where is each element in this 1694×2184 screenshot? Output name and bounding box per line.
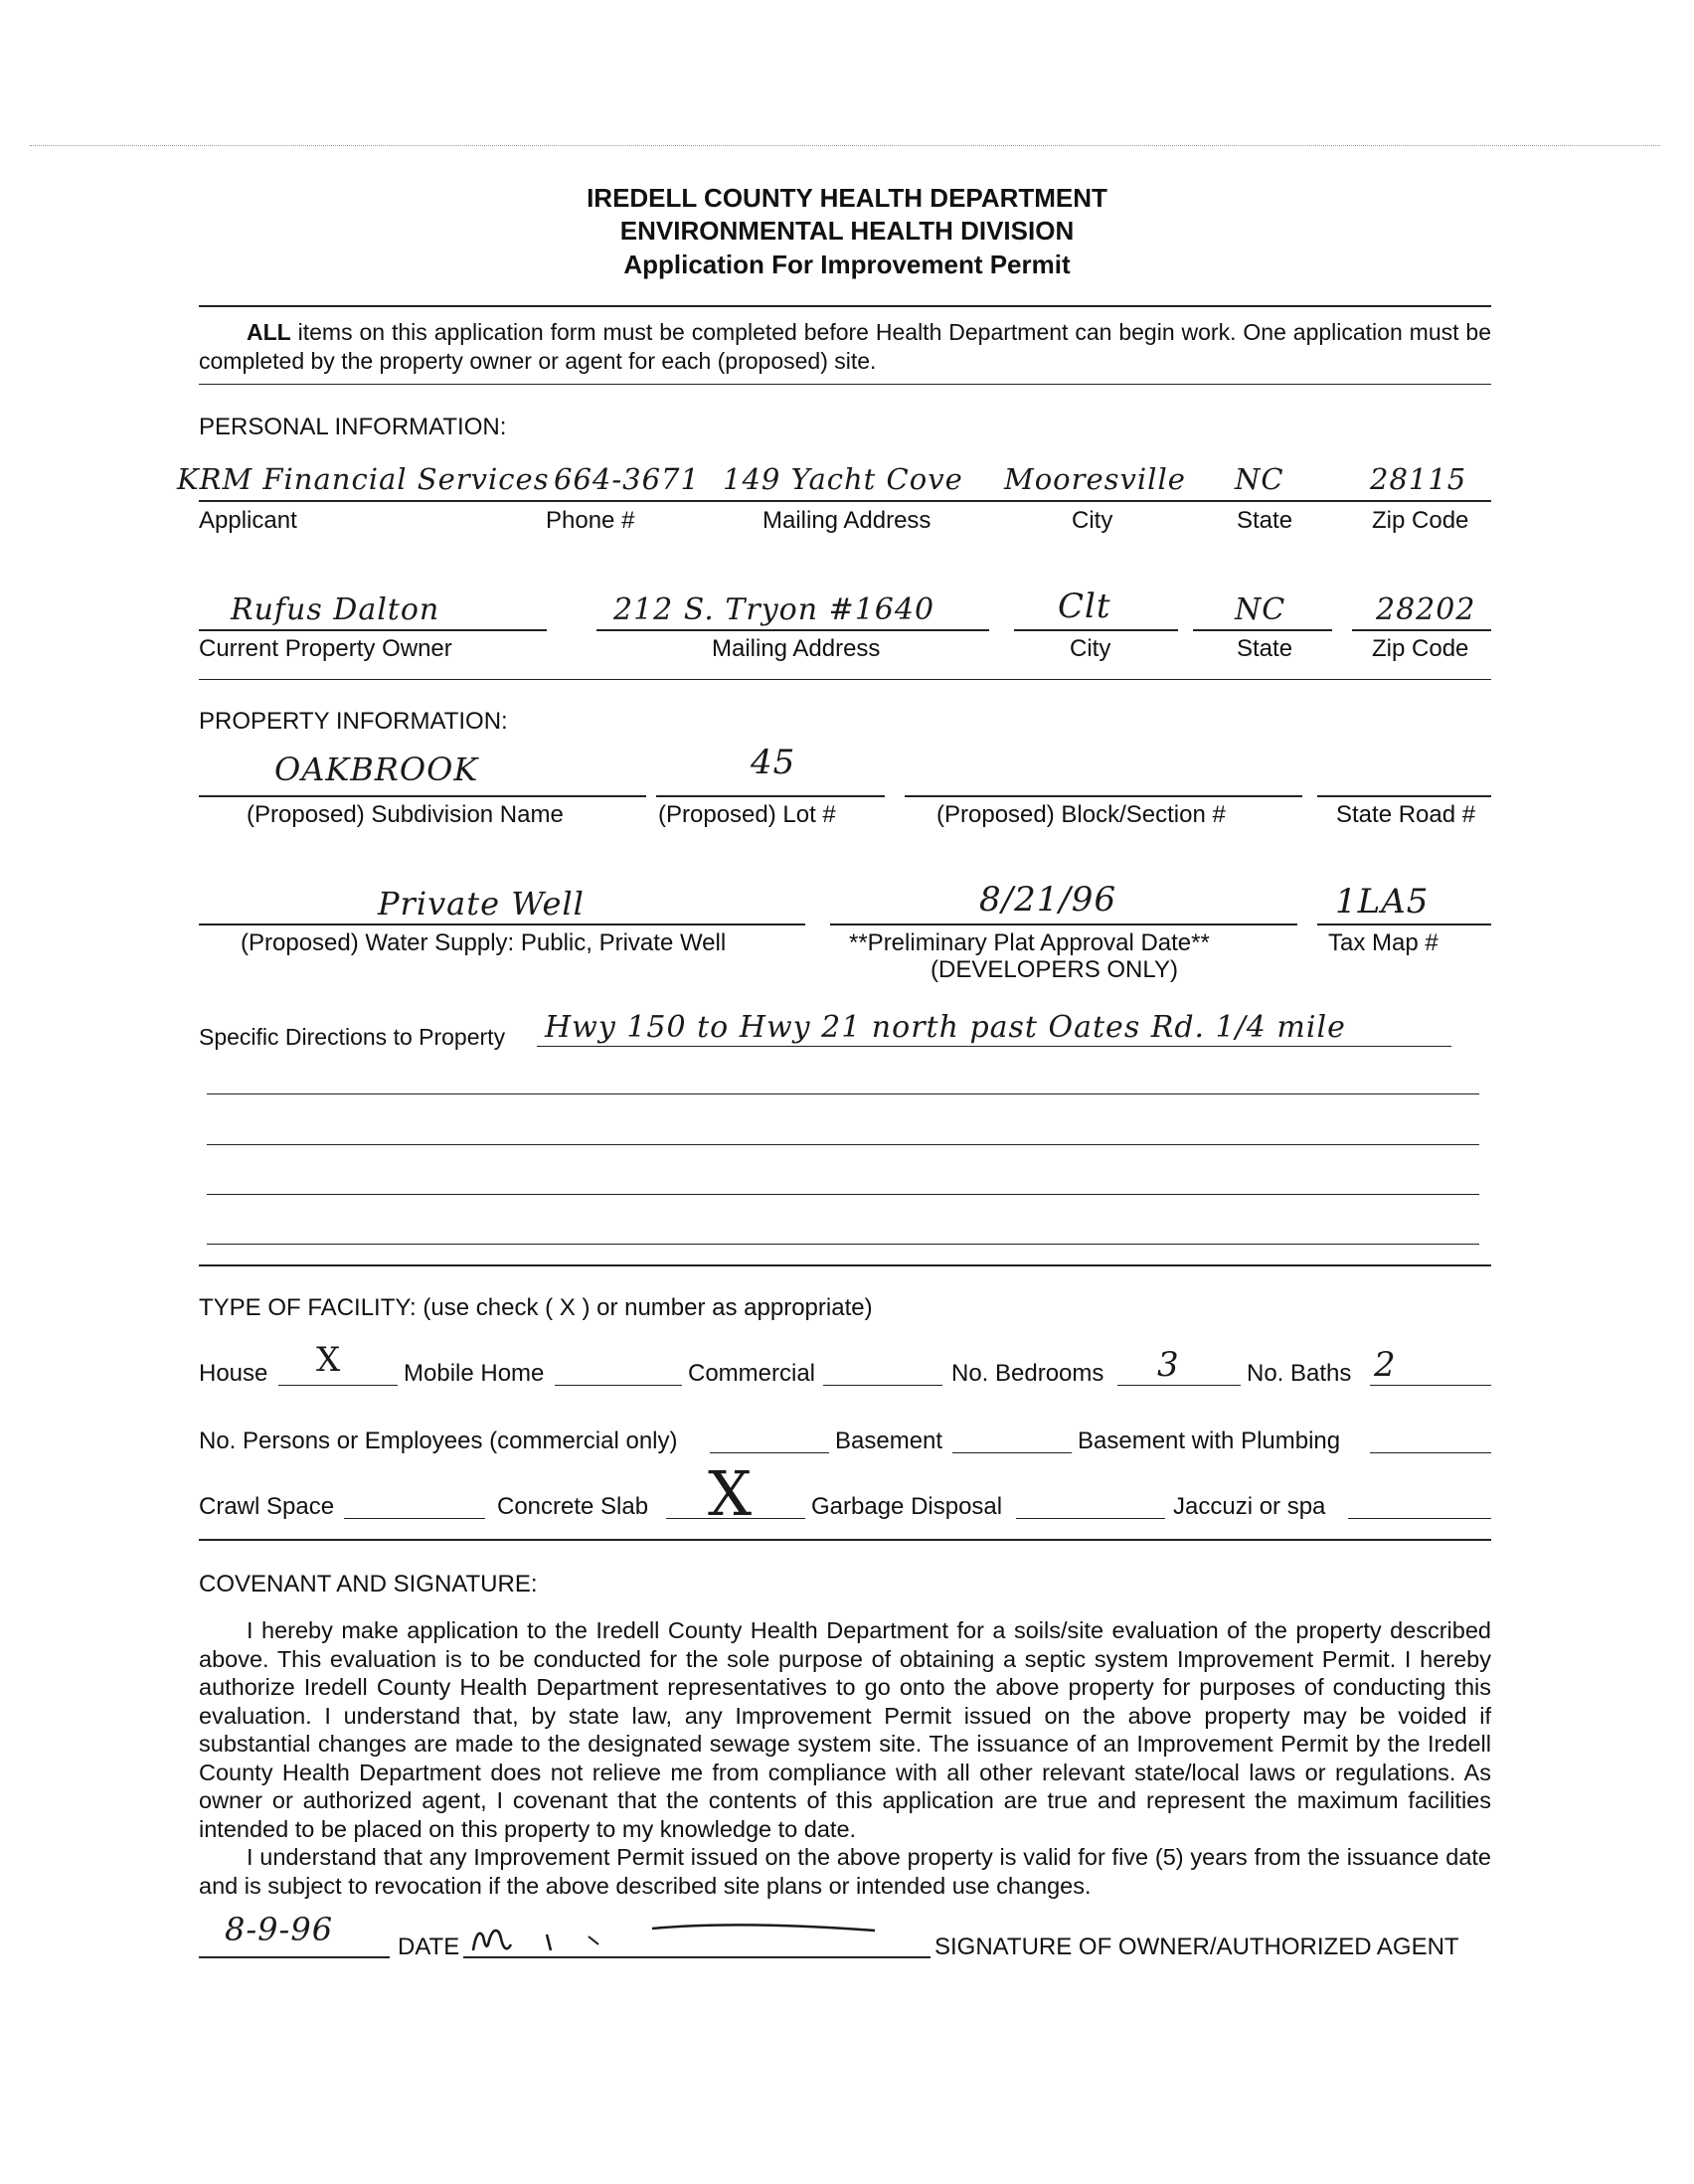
signature-label: SIGNATURE OF OWNER/AUTHORIZED AGENT [934,1933,1459,1960]
house-label: House [199,1360,268,1387]
jacuzzi-blank [1348,1518,1491,1519]
water-value: Private Well [378,885,585,923]
basement-plumbing-blank [1370,1452,1491,1453]
date-value: 8-9-96 [225,1911,334,1948]
directions-line-3 [207,1144,1479,1145]
block-label: (Proposed) Block/Section # [936,801,1226,828]
baths-value: 2 [1374,1345,1397,1385]
jacuzzi-label: Jaccuzi or spa [1173,1493,1326,1520]
persons-label: No. Persons or Employees (commercial only) [199,1428,678,1454]
owner-underline-name [199,629,547,631]
header-line-1: IREDELL COUNTY HEALTH DEPARTMENT [587,183,1107,213]
garbage-blank [1016,1518,1165,1519]
road-label: State Road # [1336,801,1476,828]
scan-artifact-line [30,145,1660,146]
intro-rule [199,384,1491,385]
persons-blank [710,1452,829,1453]
plat-sublabel: (DEVELOPERS ONLY) [931,956,1178,983]
water-label: (Proposed) Water Supply: Public, Private Well [241,929,727,956]
personal-section-rule [199,679,1491,680]
facility-heading: TYPE OF FACILITY: (use check ( X ) or number as appropriate) [199,1294,873,1321]
basement-label: Basement [835,1428,943,1454]
mobile-label: Mobile Home [404,1360,545,1387]
lot-label: (Proposed) Lot # [658,801,836,828]
applicant-label: Applicant [199,507,297,534]
owner-state-value: NC [1235,592,1286,627]
covenant-paragraph-1: I hereby make application to the Iredell County Health Department for a soils/site evaluation of the property described above. This evaluation is to be conducted for the sole purpose of obtaining a septic system Improvement Permit. I hereby authorize Iredell County Health Department representatives to go onto the above property for purposes of conducting this evaluation. I understand that, by state law, any Improvement Permit issued on the above property may be voided if substantial changes are made to the designated sewage system site. The issuance of an Improvement Permit by the Iredell County Health Department does not relieve me from compliance with all other relevant state/local laws or regulations. As owner or authorized agent, I covenant that the contents of this application are true and represent the maximum facilities intended to be placed on this property to my knowledge to date. [199,1617,1491,1842]
slab-blank [666,1518,805,1519]
covenant-paragraph-2: I understand that any Improvement Permit issued on the above property is valid for five (5) years from the issuance date and is subject to revocation if the above described site plans or intended use changes. [199,1844,1491,1899]
phone-label: Phone # [546,507,635,534]
signature-scrawl [467,1907,885,1960]
applicant-phone-value: 664-3671 [554,462,700,496]
baths-label: No. Baths [1247,1360,1352,1387]
directions-line-5 [207,1244,1479,1245]
owner-value: Rufus Dalton [231,592,440,627]
applicant-city-label: City [1072,507,1113,534]
date-underline [199,1956,390,1958]
subdivision-underline [199,795,646,797]
bedrooms-label: No. Bedrooms [951,1360,1104,1387]
house-value: X [316,1340,342,1380]
water-underline [199,924,805,925]
owner-state-label: State [1237,635,1293,662]
bedrooms-value: 3 [1157,1345,1180,1385]
basement-plumbing-label: Basement with Plumbing [1078,1428,1341,1454]
owner-city-value: Clt [1058,587,1111,626]
taxmap-value: 1LA5 [1335,882,1430,922]
directions-value: Hwy 150 to Hwy 21 north past Oates Rd. 1/4 mile [545,1010,1346,1045]
applicant-zip-value: 28115 [1370,462,1467,496]
plat-underline [830,924,1297,925]
intro-bold: ALL [247,319,291,345]
crawl-blank [344,1518,485,1519]
applicant-city-value: Mooresville [1004,462,1186,496]
intro-text: items on this application form must be completed before Health Department can begin work. One application must be completed by the property owner or agent for each (proposed) site. [199,319,1491,374]
lot-value: 45 [751,743,796,782]
crawl-label: Crawl Space [199,1493,335,1520]
owner-underline-city [1014,629,1178,631]
lot-underline [656,795,885,797]
applicant-zip-label: Zip Code [1372,507,1469,534]
property-heading: PROPERTY INFORMATION: [199,708,508,735]
owner-mailing-label: Mailing Address [712,635,881,662]
plat-label: **Preliminary Plat Approval Date** [849,929,1210,956]
owner-zip-value: 28202 [1376,592,1476,627]
header-line-2: ENVIRONMENTAL HEALTH DIVISION [619,216,1075,246]
owner-zip-label: Zip Code [1372,635,1469,662]
header-line-3: Application For Improvement Permit [623,250,1071,279]
applicant-state-value: NC [1235,462,1284,496]
intro-paragraph [199,318,1491,375]
mobile-blank [555,1385,682,1386]
facility-section-rule [199,1539,1491,1541]
owner-city-label: City [1070,635,1111,662]
road-underline [1317,795,1491,797]
plat-value: 8/21/96 [979,880,1117,920]
personal-heading: PERSONAL INFORMATION: [199,414,507,440]
subdivision-label: (Proposed) Subdivision Name [247,801,564,828]
applicant-mailing-value: 149 Yacht Cove [723,462,963,496]
garbage-label: Garbage Disposal [811,1493,1003,1520]
subdivision-value: OAKBROOK [274,751,479,788]
taxmap-underline [1317,924,1491,925]
directions-line-1 [537,1046,1451,1047]
header-rule [199,305,1491,307]
slab-label: Concrete Slab [497,1493,649,1520]
applicant-state-label: State [1237,507,1293,534]
property-section-rule [199,1264,1491,1266]
owner-label: Current Property Owner [199,635,452,662]
basement-blank [952,1452,1072,1453]
date-label: DATE [398,1933,460,1960]
applicant-value: KRM Financial Services [177,462,550,496]
owner-mailing-value: 212 S. Tryon #1640 [613,592,935,627]
directions-line-2 [207,1093,1479,1094]
commercial-blank [823,1385,942,1386]
applicant-mailing-label: Mailing Address [762,507,932,534]
block-underline [905,795,1302,797]
baths-blank [1370,1385,1491,1386]
owner-underline-state [1193,629,1332,631]
owner-underline-zip [1352,629,1491,631]
bedrooms-blank [1117,1385,1241,1386]
directions-label: Specific Directions to Property [199,1024,506,1050]
house-blank [278,1385,398,1386]
slab-value: X [708,1457,754,1530]
directions-line-4 [207,1194,1479,1195]
covenant-heading: COVENANT AND SIGNATURE: [199,1571,538,1597]
owner-underline-mailing [596,629,989,631]
taxmap-label: Tax Map # [1328,929,1439,956]
applicant-underline [199,500,1491,502]
commercial-label: Commercial [688,1360,816,1387]
